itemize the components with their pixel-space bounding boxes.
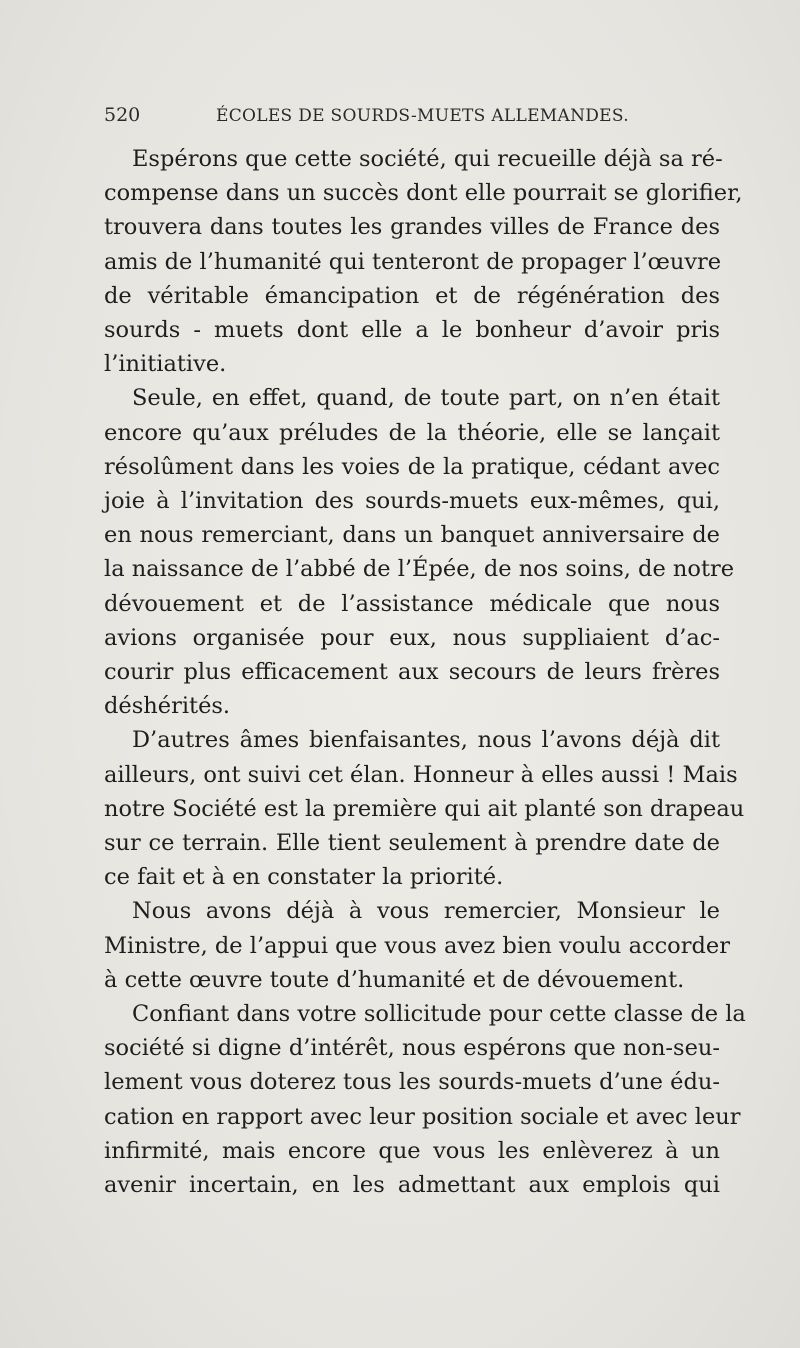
text-line: sur ce terrain. Elle tient seulement à prendre date de [104,830,720,857]
text-line: déshérités. [104,693,231,720]
text-line: courir plus efficacement aux secours de leurs frères [104,659,720,686]
body-text [104,142,746,1202]
text-line: l’initiative. [104,351,227,378]
text-line: lement vous doterez tous les sourds-muets d’une édu- [104,1069,720,1096]
paragraph [104,381,735,723]
text-line: société si digne d’intérêt, nous espérons que non-seu- [104,1035,720,1062]
text-line: Confiant dans votre sollicitude pour cette classe de la [132,1001,746,1028]
text-line: Nous avons déjà à vous remercier, Monsieur le [132,898,720,925]
text-line: infirmité, mais encore que vous les enlèverez à un [104,1137,720,1164]
text-line: la naissance de l’abbé de l’Épée, de nos soins, de notre [104,556,735,583]
text-line: Ministre, de l’appui que vous avez bien voulu accorder [104,932,730,959]
text-line: en nous remerciant, dans un banquet anniversaire de [104,522,720,549]
paragraph [104,723,745,894]
text-line: joie à l’invitation des sourds-muets eux-mêmes, qui, [104,488,720,515]
text-line: ce fait et à en constater la priorité. [104,864,504,891]
text-line: compense dans un succès dont elle pourrait se glorifier, [104,180,743,207]
text-line: encore qu’aux préludes de la théorie, elle se lançait [104,419,720,446]
text-line: trouvera dans toutes les grandes villes de France des [104,214,720,241]
text-line: dévouement et de l’assistance médicale que nous [104,590,720,617]
text-line: cation en rapport avec leur position sociale et avec leur [104,1103,741,1130]
text-line: D’autres âmes bienfaisantes, nous l’avons déjà dit [132,727,720,754]
text-line: avenir incertain, en les admettant aux emplois qui [104,1172,720,1199]
text-line: avions organisée pour eux, nous suppliaient d’ac- [104,624,720,651]
running-title: ÉCOLES DE SOURDS-MUETS ALLEMANDES. [216,106,629,126]
text-line: résolûment dans les voies de la pratique, cédant avec [104,453,720,480]
paragraph [104,997,746,1202]
text-line: amis de l’humanité qui tenteront de propager l’œuvre [104,248,722,275]
paragraph [104,894,730,997]
text-line: notre Société est la première qui ait planté son drapeau [104,795,745,822]
paragraph [104,142,743,381]
text-line: à cette œuvre toute d’humanité et de dévouement. [104,966,685,993]
text-line: ailleurs, ont suivi cet élan. Honneur à elles aussi ! Mais [104,761,738,788]
text-line: Espérons que cette société, qui recueille déjà sa ré- [132,146,723,172]
text-line: de véritable émancipation et de régénération des [104,282,720,309]
text-line: Seule, en effet, quand, de toute part, on n’en était [132,385,720,412]
page-number: 520 [104,104,141,126]
text-line: sourds - muets dont elle a le bonheur d’avoir pris [104,317,720,344]
